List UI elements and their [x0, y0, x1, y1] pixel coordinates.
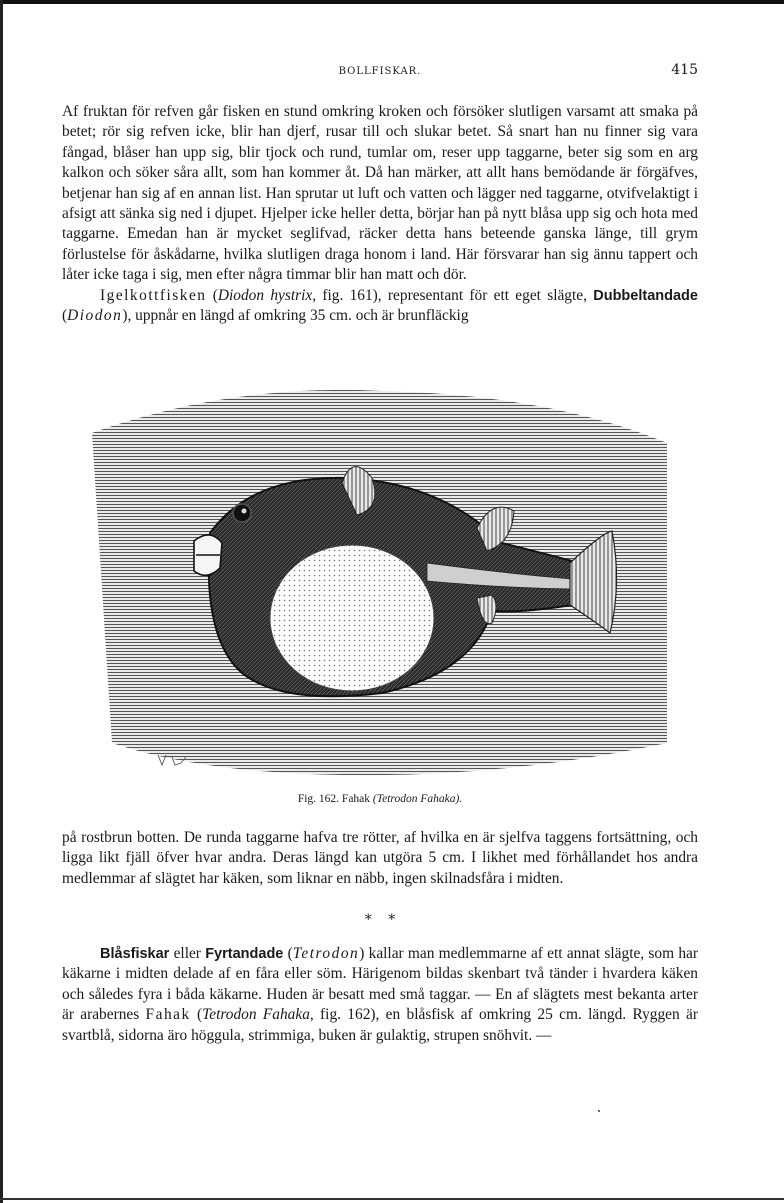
paragraph-2 — [62, 286, 698, 327]
conjunction-eller: eller — [169, 945, 206, 962]
genus-dubbeltandade: Dubbeltandade — [593, 287, 698, 304]
print-speck — [598, 1110, 600, 1112]
paren-open-2: ( — [62, 307, 68, 325]
paren-close-2: ), — [122, 307, 132, 325]
page-top-border — [0, 0, 784, 4]
species-name-igelkottfisken: Igelkottfisken — [100, 286, 207, 304]
paragraph-1: Af fruktan för refven går fisken en stund omkring kroken och försöker slutligen varsamt att smaka på betet; rör sig refven icke, blir han djerf, rusar till och slukar betet. Så snart han nu finner sig vara fångad, blåser han upp sig, blir tjock och rund, tumlar om, reser upp taggarne, beter sig som en arg kalkon och söker såra allt, som han kommer åt. Då han märker, att allt hans bemödande är förgäfves, betjenar han sig af en annan list. Han sprutar ut luft och vatten och lägger ned taggarne, otvifvelaktigt i afsigt att sänka sig ned i djupet. Hjelper icke heller detta, börjar han på nytt blåsa upp sig och hota med taggarne. Emedan han är mycket seglifvad, räcker detta hans beteende ganska länge, till grym förlustelse för åskådarne, hvilka slutligen draga honom i land. Här försvarar han sig ännu tappert och låter icke taga i sig, men efter några timmar blir han matt och dör. — [62, 103, 698, 284]
species-name-fahak: Fahak — [145, 1006, 191, 1024]
term-fyrtandade: Fyrtandade — [205, 946, 284, 962]
fahak-illustration — [82, 383, 672, 783]
caption-prefix: Fig. 162. Fahak — [297, 793, 373, 805]
running-title: BOLLFISKAR. — [338, 66, 422, 77]
paragraph-4 — [62, 944, 698, 1046]
paragraph-3: på rostbrun botten. De runda taggarne hafva tre rötter, af hvilka en är sjelfva taggens fortsättning, och ligga likt fjäll öfver hvar andra. Deras längd kan utgöra 5 cm. I likhet med förhållandet hos andra medlemmar af slägtet har käken, som liknar en näbb, ingen skilnadsfåra i midten. — [62, 829, 698, 887]
term-blasfiskar: Blåsfiskar — [100, 946, 170, 962]
page-number: 415 — [671, 62, 698, 78]
paragraph-2-tail: uppnår en längd af omkring 35 cm. och är brunfläckig — [131, 307, 469, 325]
paragraph-4-text-1: kallar man medlemmarne af ett annat slägte, som har käkarne i midten delade af en fåra eller söm. Härigenom bildas skenbart två tänder i hvardera käken och således fyra i båda käkarne. Huden är besatt med små taggar. — En af slägtets mest bekanta arter är arabernes — [62, 945, 698, 1024]
body-text-bottom — [62, 944, 698, 1046]
latin-diodon: Diodon — [67, 307, 123, 325]
paren-close-3: ) — [359, 945, 365, 962]
latin-tetrodon: Tetrodon — [292, 945, 360, 962]
latin-diodon-hystrix: Diodon hystrix — [217, 286, 313, 304]
figure-caption — [62, 793, 698, 805]
body-text-top — [62, 102, 698, 326]
latin-tetrodon-fahaka: Tetrodon Fahaka — [202, 1006, 310, 1024]
page-left-border — [0, 0, 3, 1203]
body-text-middle — [62, 828, 698, 889]
caption-latin: (Tetrodon Fahaka). — [372, 793, 463, 805]
figure-fahak-engraving — [82, 383, 672, 783]
section-separator: * * — [364, 912, 396, 928]
paren-open-4: ( — [190, 1006, 203, 1024]
page-bottom-border — [0, 1198, 784, 1200]
paren-open-3: ( — [283, 945, 293, 962]
paragraph-4-text-2: , fig. 162), en blåsfisk af omkring 25 cm. längd. Ryggen är svartblå, sidorna äro höggula, strimmiga, buken är gulaktig, strupen snöhvit. — — [62, 1006, 698, 1044]
fig-ref-161: , fig. 161), representant för ett eget slägte, — [312, 286, 594, 304]
paren-open: ( — [206, 286, 218, 304]
